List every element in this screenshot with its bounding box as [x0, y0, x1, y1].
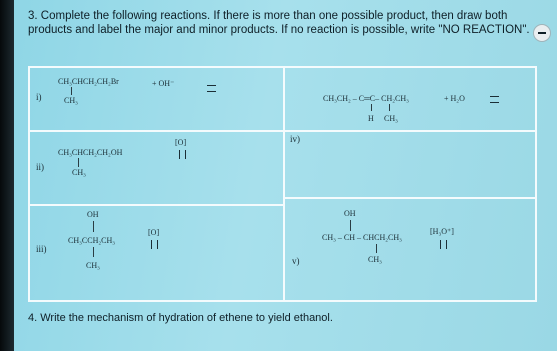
reaction-ii-reagent: [O] [175, 138, 187, 147]
reaction-ii-reactant-chain: CH₃CHCH₂CH₂OH [58, 148, 123, 157]
question-4-text: 4. Write the mechanism of hydration of ethene to yield ethanol. [28, 312, 333, 324]
reaction-iv-ch3-bond [389, 104, 390, 111]
double-bar-arrow-icon [179, 150, 186, 159]
reaction-ii-label: ii) [36, 162, 44, 172]
table-divider-left-row2 [28, 204, 283, 206]
table-divider-vertical [283, 66, 285, 302]
reaction-iii-branch-bond [93, 247, 94, 257]
table-divider-left-row1 [28, 130, 283, 132]
minus-circle-icon[interactable] [533, 24, 551, 42]
photo-edge-shadow [0, 0, 14, 351]
reaction-v-branch: CH₃ [368, 255, 382, 264]
table-divider-right-row2 [285, 197, 537, 199]
double-bar-arrow-icon [207, 85, 216, 92]
table-border-left [28, 66, 30, 302]
double-bar-arrow-icon [151, 240, 158, 249]
reaction-iii-reactant-chain: CH₃CCH₂CH₃ [68, 236, 116, 245]
reaction-iv-reactant-chain: CH₃CH₂ – C═C– CH₂CH₃ [323, 94, 409, 103]
reaction-iv-water: + H₂O [444, 94, 465, 103]
reaction-iii-hydroxyl: OH [87, 210, 99, 219]
reaction-i-reactant-chain: CH₃CHCH₂CH₂Br [58, 77, 119, 86]
double-bar-arrow-icon [490, 96, 499, 103]
reaction-iv-ch3: CH₃ [384, 114, 398, 123]
worksheet-page [14, 0, 557, 351]
reaction-v-hydroxyl: OH [344, 209, 356, 218]
reaction-v-reactant-chain: CH₃ – CH – CHCH₂CH₃ [322, 233, 402, 242]
reaction-iii-label: iii) [36, 244, 47, 254]
reaction-v-branch-bond [376, 244, 377, 253]
reaction-iii-reagent: [O] [148, 228, 160, 237]
question-3-text: 3. Complete the following reactions. If there is more than one possible product, then draw both products and label the major and minor products. If no reaction is possible, write "NO REACTION". [28, 10, 530, 36]
reaction-v-label: v) [292, 256, 300, 266]
double-bar-arrow-icon [440, 240, 447, 249]
reaction-iv-h-bond [371, 104, 372, 111]
reaction-i-hydroxide: + OH⁻ [152, 79, 175, 88]
reaction-v-hydroxyl-bond [350, 220, 351, 231]
reaction-i-branch: CH₃ [64, 96, 78, 105]
reaction-ii-branch: CH₃ [72, 168, 86, 177]
reaction-iii-branch: CH₃ [86, 261, 100, 270]
reaction-iv-label: iv) [290, 134, 300, 144]
reaction-i-label: i) [36, 92, 42, 102]
table-divider-right-row1 [285, 130, 537, 132]
reaction-v-reagent: [H₃O⁺] [430, 227, 454, 236]
table-border-right [535, 66, 537, 302]
reaction-ii-branch-bond [78, 158, 79, 167]
reaction-iii-hydroxyl-bond [93, 221, 94, 232]
reaction-iv-h: H [368, 114, 374, 123]
reaction-i-branch-bond [71, 87, 72, 95]
